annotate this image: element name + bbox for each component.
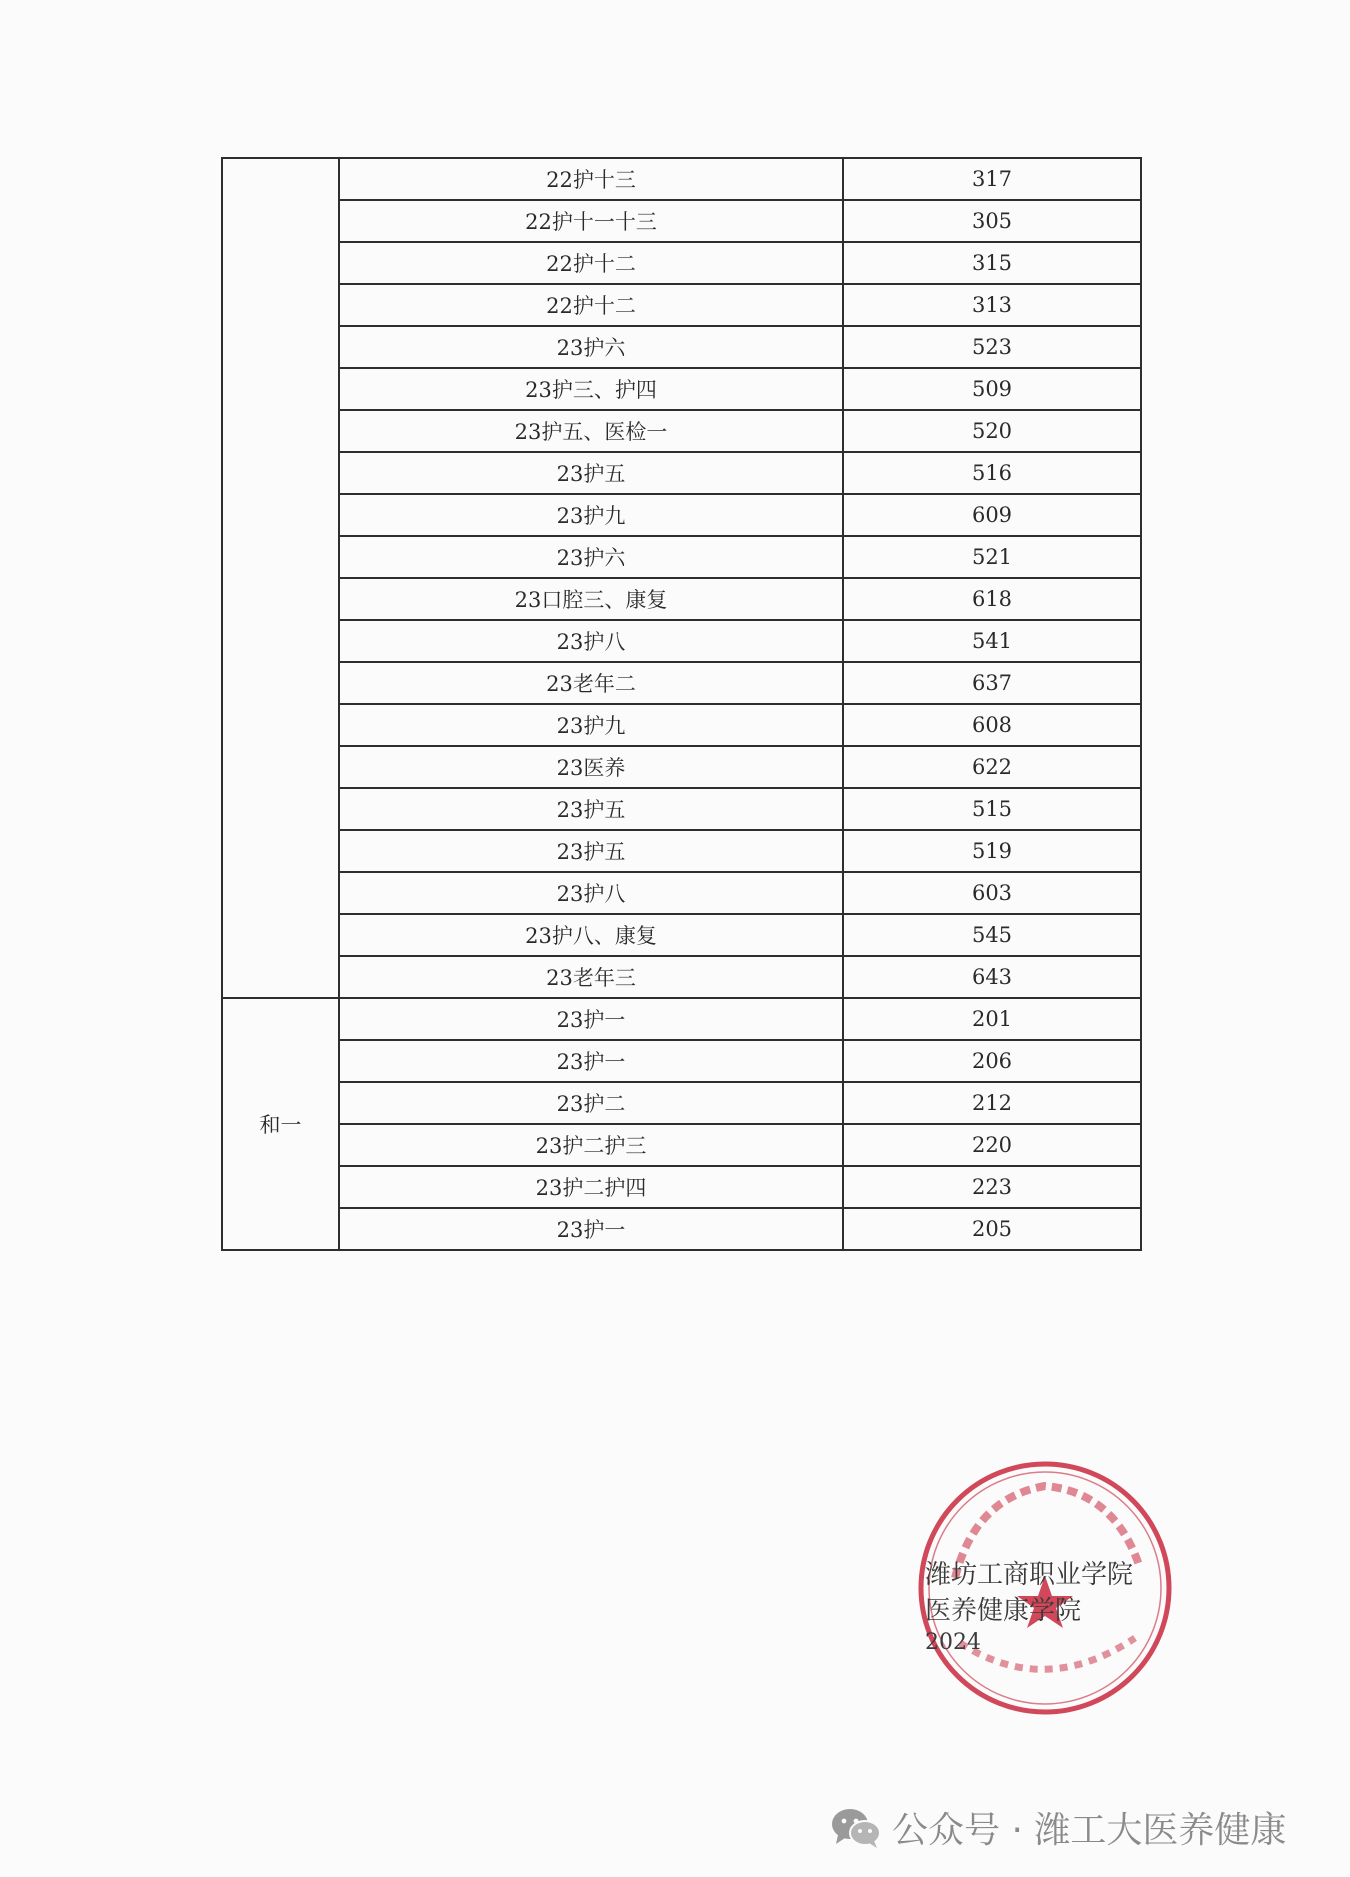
room-number-cell: 313 [843, 284, 1141, 326]
room-number-cell: 509 [843, 368, 1141, 410]
room-number-cell: 223 [843, 1166, 1141, 1208]
table-row [222, 872, 1141, 914]
room-number-cell: 201 [843, 998, 1141, 1040]
room-number-cell: 643 [843, 956, 1141, 998]
watermark-footer [830, 1802, 1286, 1853]
room-number-cell: 220 [843, 1124, 1141, 1166]
class-name-cell: 23口腔三、康复 [339, 578, 843, 620]
room-number-cell: 609 [843, 494, 1141, 536]
class-name-cell: 22护十三 [339, 158, 843, 200]
dormitory-table [221, 157, 1142, 1251]
table-row [222, 536, 1141, 578]
table-row [222, 452, 1141, 494]
table-row [222, 620, 1141, 662]
room-number-cell: 603 [843, 872, 1141, 914]
class-name-cell: 23护六 [339, 536, 843, 578]
class-name-cell: 23护八 [339, 872, 843, 914]
room-number-cell: 541 [843, 620, 1141, 662]
table-row [222, 914, 1141, 956]
room-number-cell: 516 [843, 452, 1141, 494]
class-name-cell: 23护二护三 [339, 1124, 843, 1166]
table-row [222, 200, 1141, 242]
class-name-cell: 23护五 [339, 452, 843, 494]
table-row [222, 242, 1141, 284]
class-name-cell: 23护五 [339, 830, 843, 872]
class-name-cell: 23护二护四 [339, 1166, 843, 1208]
table-row [222, 368, 1141, 410]
room-number-cell: 523 [843, 326, 1141, 368]
room-number-cell: 519 [843, 830, 1141, 872]
class-name-cell: 23护二 [339, 1082, 843, 1124]
room-number-cell: 520 [843, 410, 1141, 452]
table-row [222, 410, 1141, 452]
room-number-cell: 637 [843, 662, 1141, 704]
table-row [222, 746, 1141, 788]
class-name-cell: 23老年三 [339, 956, 843, 998]
class-name-cell: 23护三、护四 [339, 368, 843, 410]
room-number-cell: 515 [843, 788, 1141, 830]
class-name-cell: 22护十二 [339, 242, 843, 284]
room-number-cell: 545 [843, 914, 1141, 956]
official-seal [915, 1458, 1175, 1718]
table-row [222, 494, 1141, 536]
room-number-cell: 608 [843, 704, 1141, 746]
table-row [222, 284, 1141, 326]
class-name-cell: 23护一 [339, 1040, 843, 1082]
table-row [222, 578, 1141, 620]
class-name-cell: 23护八 [339, 620, 843, 662]
room-number-cell: 622 [843, 746, 1141, 788]
table-row [222, 998, 1141, 1040]
class-name-cell: 23护八、康复 [339, 914, 843, 956]
room-number-cell: 317 [843, 158, 1141, 200]
room-number-cell: 305 [843, 200, 1141, 242]
table-row [222, 158, 1141, 200]
table-row [222, 788, 1141, 830]
table-row [222, 1166, 1141, 1208]
class-name-cell: 22护十一十三 [339, 200, 843, 242]
wechat-icon [830, 1807, 882, 1849]
table-row [222, 704, 1141, 746]
table-row [222, 326, 1141, 368]
class-name-cell: 23护九 [339, 704, 843, 746]
class-name-cell: 23医养 [339, 746, 843, 788]
seal-text-college: 潍坊工商职业学院 [925, 1560, 1134, 1590]
table-row [222, 1040, 1141, 1082]
class-name-cell: 23护五 [339, 788, 843, 830]
class-name-cell: 23护六 [339, 326, 843, 368]
room-number-cell: 212 [843, 1082, 1141, 1124]
group-cell: 和一 [222, 998, 339, 1250]
footer-account-name: 公众号 · 潍工大医养健康 [892, 1810, 1287, 1851]
room-number-cell: 521 [843, 536, 1141, 578]
room-number-cell: 206 [843, 1040, 1141, 1082]
room-number-cell: 618 [843, 578, 1141, 620]
room-number-cell: 205 [843, 1208, 1141, 1250]
class-name-cell: 23老年二 [339, 662, 843, 704]
class-name-cell: 23护一 [339, 998, 843, 1040]
seal-text-year: 2024 [925, 1630, 981, 1655]
table-body [222, 158, 1141, 1250]
table-row [222, 956, 1141, 998]
table-row [222, 1082, 1141, 1124]
table-row [222, 662, 1141, 704]
table-row [222, 830, 1141, 872]
class-name-cell: 22护十二 [339, 284, 843, 326]
table-row [222, 1208, 1141, 1250]
room-number-cell: 315 [843, 242, 1141, 284]
seal-text-department: 医养健康学院 [925, 1596, 1082, 1626]
class-name-cell: 23护九 [339, 494, 843, 536]
table-row [222, 1124, 1141, 1166]
class-name-cell: 23护一 [339, 1208, 843, 1250]
group-cell [222, 158, 339, 998]
class-name-cell: 23护五、医检一 [339, 410, 843, 452]
